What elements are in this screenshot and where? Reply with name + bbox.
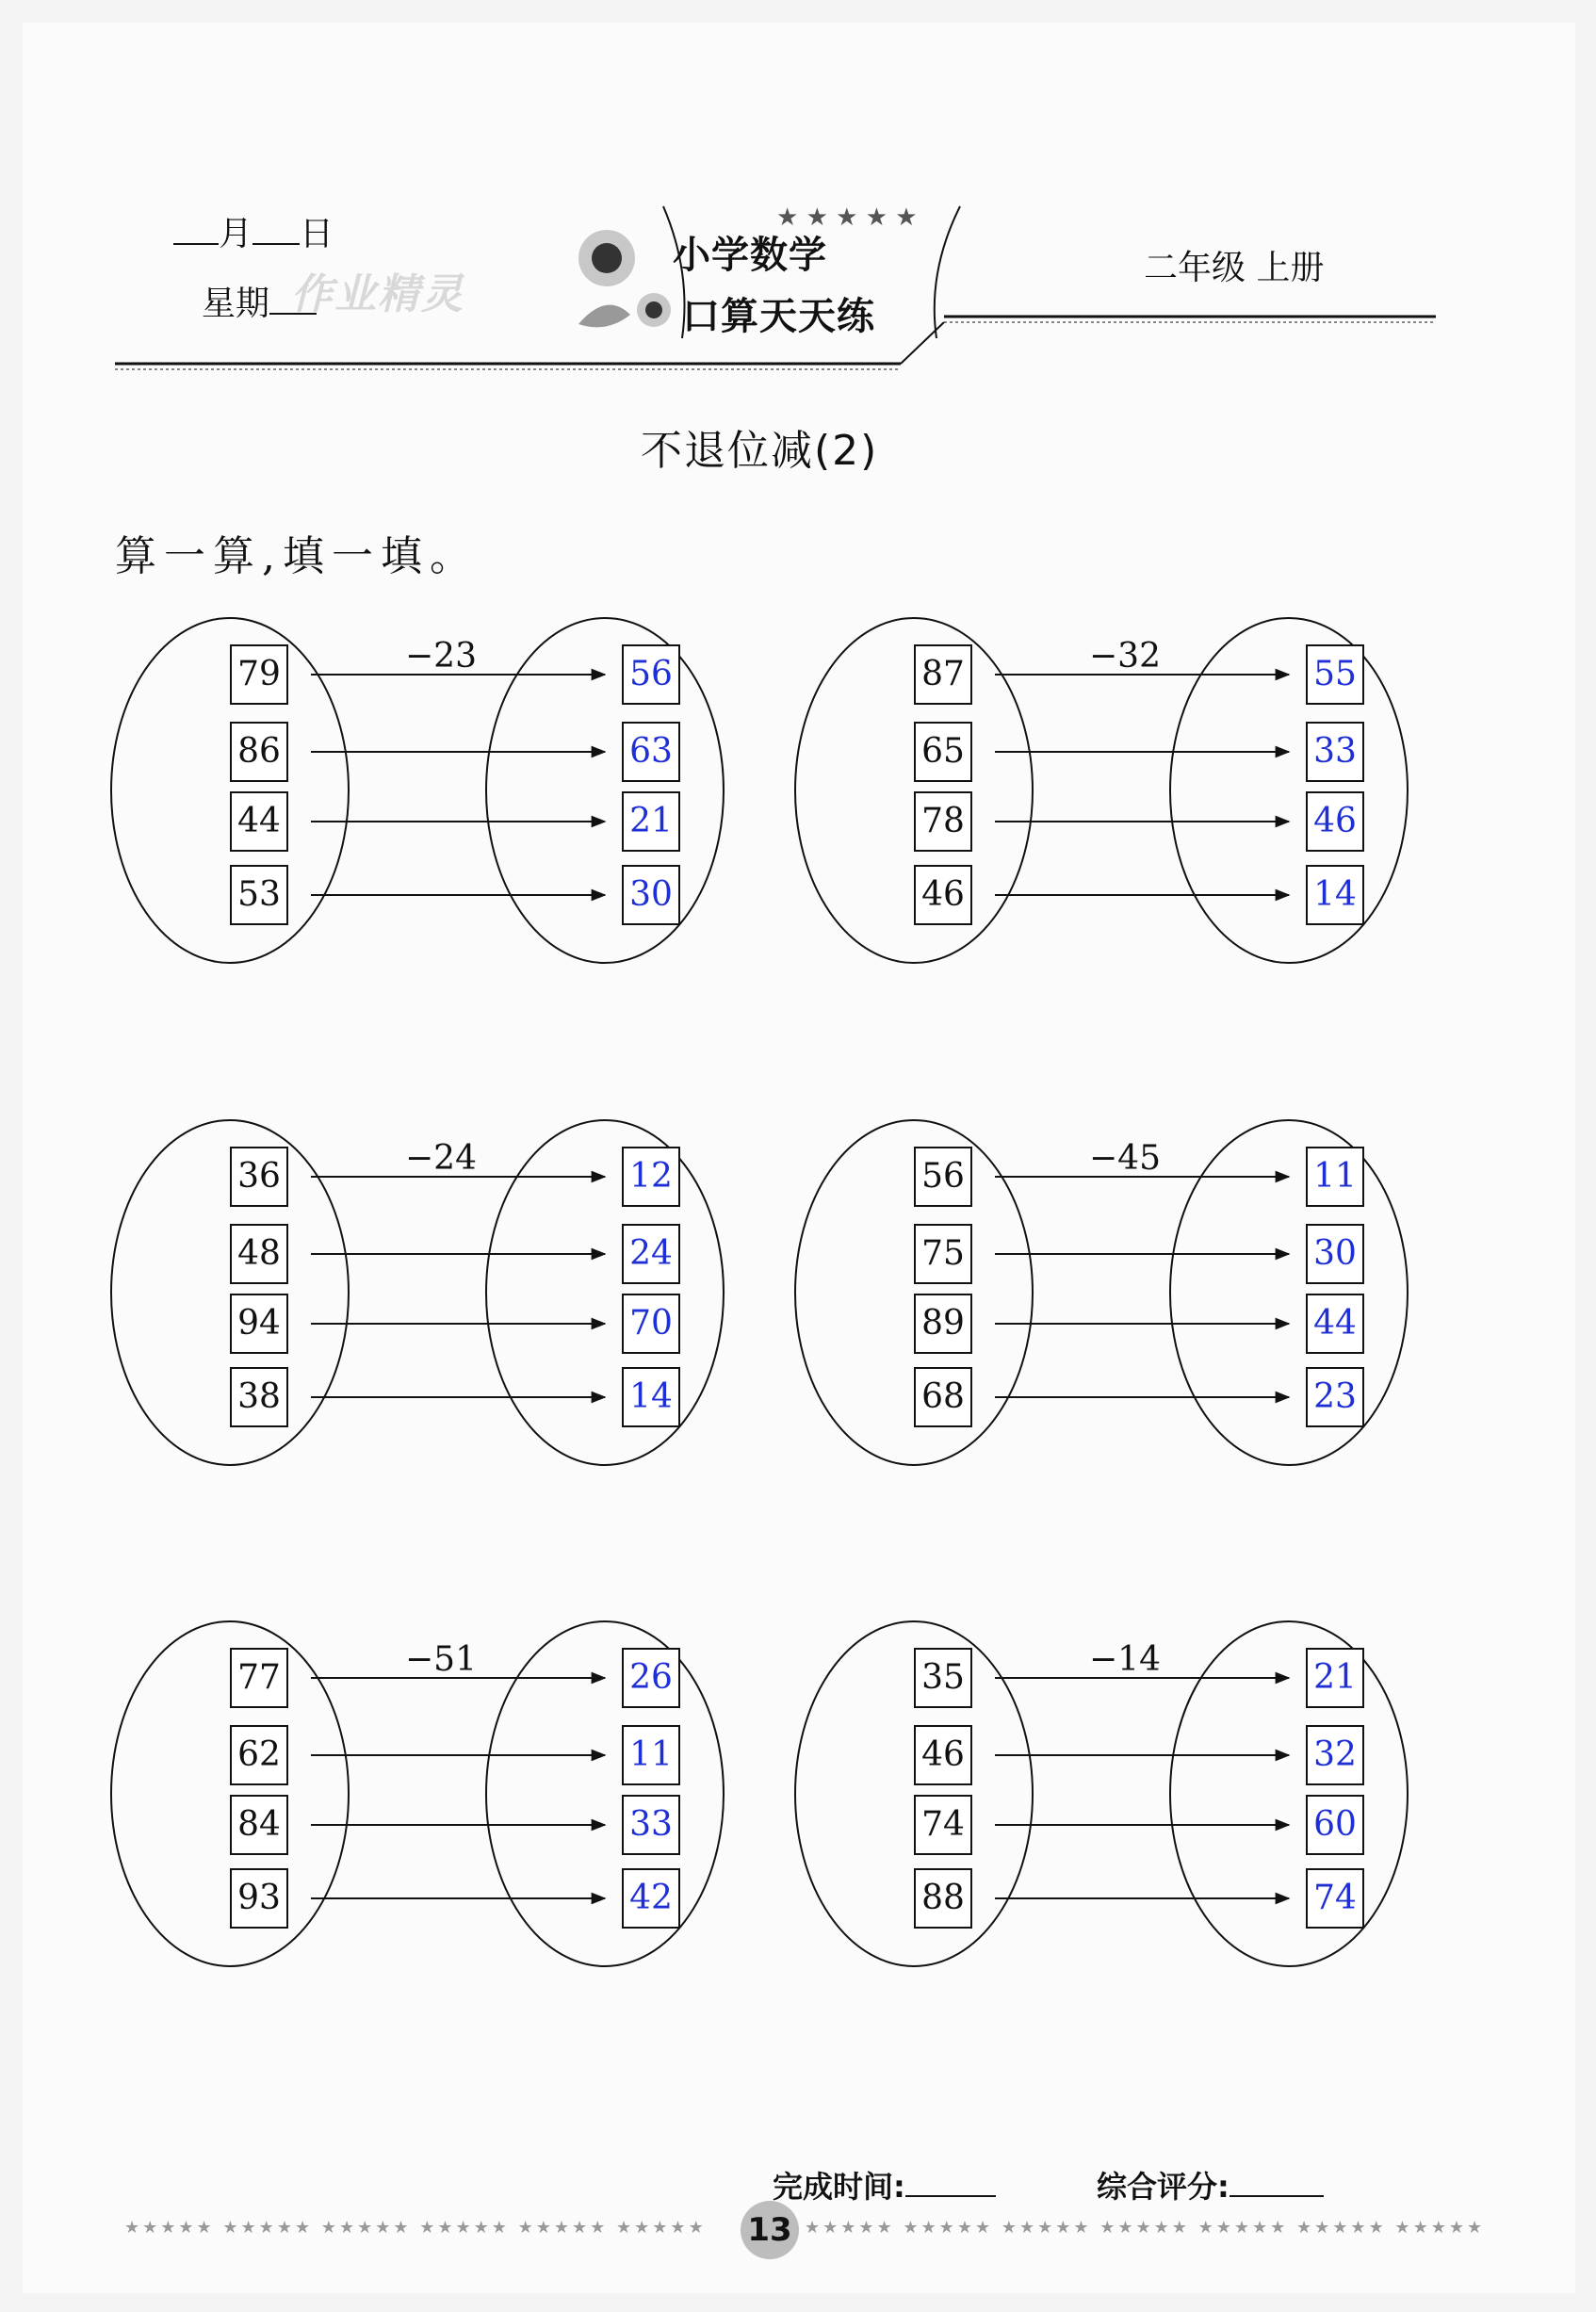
- answer-box[interactable]: 26: [622, 1648, 680, 1708]
- answer-box[interactable]: 30: [1306, 1224, 1364, 1284]
- output-set-ellipse: [1170, 618, 1408, 963]
- output-set-ellipse: [1170, 1621, 1408, 1966]
- problem-group: [111, 1118, 771, 1476]
- overall-score-blank[interactable]: [1230, 2171, 1324, 2197]
- answer-box[interactable]: 21: [622, 791, 680, 852]
- input-number-box: 94: [230, 1294, 288, 1354]
- star-border-right: ★★★★★ ★★★★★ ★★★★★ ★★★★★ ★★★★★ ★★★★★ ★★★★★: [805, 2218, 1486, 2238]
- month-label: 月: [219, 215, 253, 253]
- answer-box[interactable]: 33: [1306, 722, 1364, 782]
- input-number-box: 74: [914, 1795, 972, 1855]
- watermark-text: 作业精灵: [291, 270, 464, 318]
- logo-line-2: 口算天天练: [682, 295, 875, 338]
- input-number-box: 46: [914, 1725, 972, 1785]
- operation-label: −24: [405, 1139, 477, 1178]
- input-number-box: 53: [230, 865, 288, 925]
- output-set-ellipse: [486, 618, 724, 963]
- answer-box[interactable]: 55: [1306, 644, 1364, 705]
- answer-box[interactable]: 42: [622, 1868, 680, 1929]
- output-set-ellipse: [1170, 1120, 1408, 1465]
- grade-label: 二年级 上册: [1144, 249, 1325, 287]
- answer-box[interactable]: 14: [622, 1367, 680, 1427]
- input-number-box: 35: [914, 1648, 972, 1708]
- input-number-box: 77: [230, 1648, 288, 1708]
- overall-score-label: 综合评分:: [1097, 2169, 1230, 2205]
- answer-box[interactable]: 60: [1306, 1795, 1364, 1855]
- problem-group: [795, 1620, 1455, 1978]
- input-number-box: 75: [914, 1224, 972, 1284]
- completion-time-label: 完成时间:: [773, 2169, 905, 2205]
- input-number-box: 48: [230, 1224, 288, 1284]
- answer-box[interactable]: 70: [622, 1294, 680, 1354]
- overall-score: [1097, 2163, 1324, 2206]
- answer-box[interactable]: 11: [622, 1725, 680, 1785]
- answer-box[interactable]: 23: [1306, 1367, 1364, 1427]
- operation-label: −14: [1089, 1640, 1161, 1679]
- input-number-box: 89: [914, 1294, 972, 1354]
- operation-label: −32: [1089, 637, 1161, 676]
- answer-box[interactable]: 14: [1306, 865, 1364, 925]
- input-number-box: 44: [230, 791, 288, 852]
- input-number-box: 46: [914, 865, 972, 925]
- answer-box[interactable]: 32: [1306, 1725, 1364, 1785]
- output-set-ellipse: [486, 1621, 724, 1966]
- day-blank[interactable]: [252, 215, 300, 245]
- problem-group: [111, 616, 771, 974]
- input-number-box: 62: [230, 1725, 288, 1785]
- input-number-box: 88: [914, 1868, 972, 1929]
- output-set-ellipse: [486, 1120, 724, 1465]
- operation-label: −45: [1089, 1139, 1161, 1178]
- input-number-box: 65: [914, 722, 972, 782]
- page-title: 不退位减(2): [641, 427, 879, 475]
- answer-box[interactable]: 44: [1306, 1294, 1364, 1354]
- input-number-box: 78: [914, 791, 972, 852]
- instruction-text: 算一算,填一填。: [115, 532, 479, 580]
- sunflower-icon: [578, 230, 635, 286]
- operation-label: −51: [405, 1640, 477, 1679]
- answer-box[interactable]: 30: [622, 865, 680, 925]
- answer-box[interactable]: 63: [622, 722, 680, 782]
- answer-box[interactable]: 56: [622, 644, 680, 705]
- problem-group: [111, 1620, 771, 1978]
- weekday-label: 星期: [202, 285, 270, 323]
- month-blank[interactable]: [173, 215, 219, 245]
- input-number-box: 84: [230, 1795, 288, 1855]
- input-number-box: 79: [230, 644, 288, 705]
- answer-box[interactable]: 33: [622, 1795, 680, 1855]
- answer-box[interactable]: 74: [1306, 1868, 1364, 1929]
- logo-line-1: 小学数学: [673, 234, 827, 277]
- completion-time: [773, 2163, 996, 2206]
- worksheet-page: [23, 23, 1575, 2293]
- day-label: 日: [300, 215, 334, 253]
- answer-box[interactable]: 12: [622, 1147, 680, 1207]
- answer-box[interactable]: 24: [622, 1224, 680, 1284]
- header-rule: [23, 305, 1575, 381]
- problem-group: [795, 616, 1455, 974]
- input-number-box: 36: [230, 1147, 288, 1207]
- answer-box[interactable]: 11: [1306, 1147, 1364, 1207]
- input-number-box: 38: [230, 1367, 288, 1427]
- operation-label: −23: [405, 637, 477, 676]
- input-number-box: 56: [914, 1147, 972, 1207]
- input-number-box: 93: [230, 1868, 288, 1929]
- input-number-box: 86: [230, 722, 288, 782]
- answer-box[interactable]: 46: [1306, 791, 1364, 852]
- input-number-box: 87: [914, 644, 972, 705]
- page-number: 13: [741, 2201, 799, 2259]
- input-number-box: 68: [914, 1367, 972, 1427]
- answer-box[interactable]: 21: [1306, 1648, 1364, 1708]
- problem-group: [795, 1118, 1455, 1476]
- star-border-left: ★★★★★ ★★★★★ ★★★★★ ★★★★★ ★★★★★ ★★★★★: [124, 2218, 707, 2238]
- svg-text:★ ★ ★ ★ ★: ★ ★ ★ ★ ★: [776, 204, 918, 232]
- completion-time-blank[interactable]: [905, 2171, 996, 2197]
- date-line: [173, 207, 334, 255]
